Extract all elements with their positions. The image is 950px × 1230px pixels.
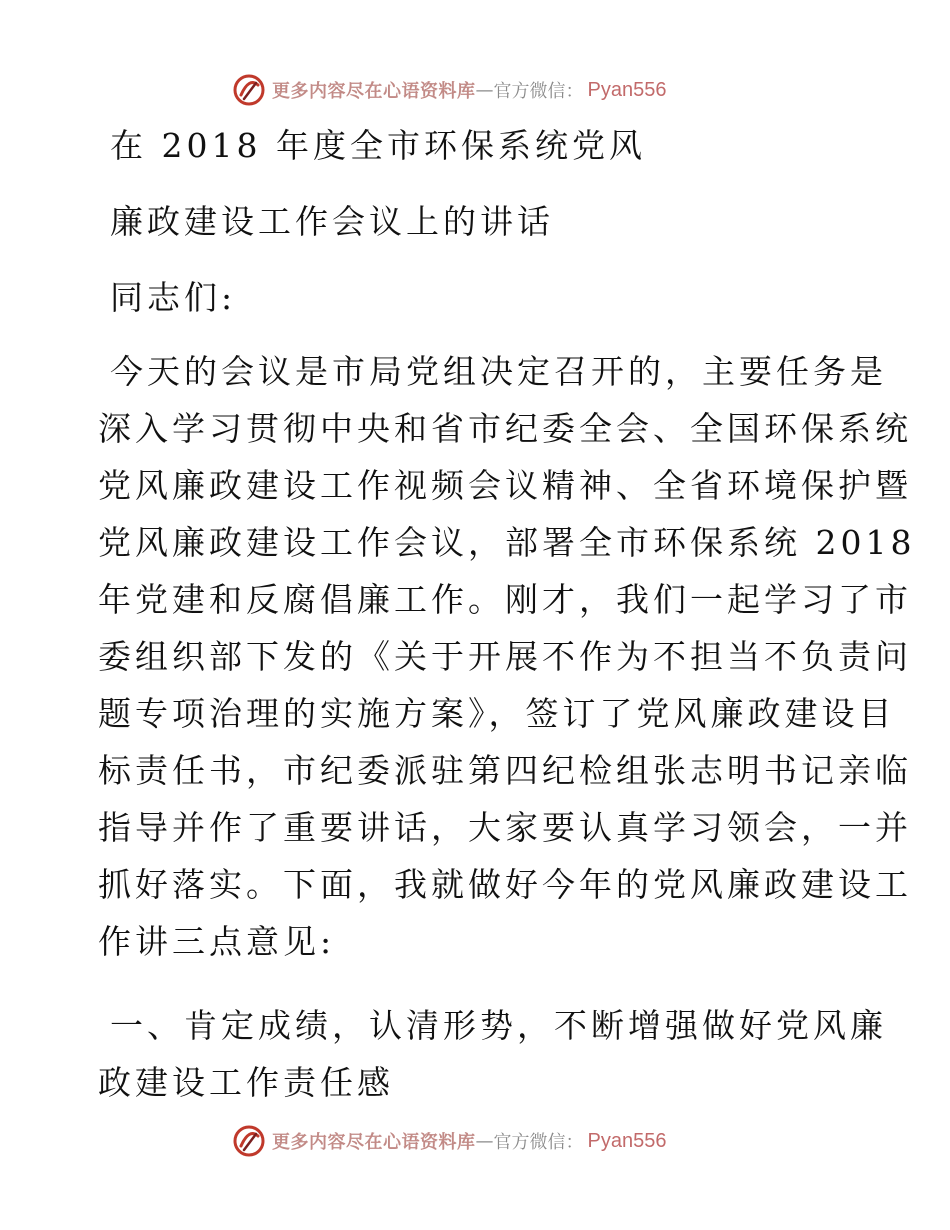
watermark-account: Pyan556: [587, 1129, 667, 1152]
paragraph-line-5: 年党建和反腐倡廉工作。刚才，我们一起学习了市: [98, 580, 912, 619]
paragraph-line-9: 指导并作了重要讲话，大家要认真学习领会，一并: [98, 808, 912, 847]
watermark-account: Pyan556: [587, 78, 667, 101]
watermark-label: 官方微信：: [493, 1132, 584, 1153]
watermark-label: 官方微信：: [493, 81, 584, 102]
paragraph-line-10: 抓好落实。下面，我就做好今年的党风廉政建设工: [98, 865, 912, 904]
watermark-brand-text: 更多内容尽在心语资料库: [272, 81, 476, 102]
footer-watermark: [232, 1121, 752, 1161]
watermark-brand-text: 更多内容尽在心语资料库: [272, 1132, 476, 1153]
paragraph-line-4: 党风廉政建设工作会议，部署全市环保系统 2018: [98, 523, 916, 562]
paragraph-line-3: 党风廉政建设工作视频会议精神、全省环境保护暨: [98, 466, 912, 505]
paragraph-line-6: 委组织部下发的《关于开展不作为不担当不负责问: [98, 637, 912, 676]
paragraph-line-11: 作讲三点意见:: [98, 922, 336, 961]
title-line-1: 在 2018 年度全市环保系统党风: [110, 126, 646, 165]
watermark-separator: —: [475, 1130, 494, 1152]
section-heading-line-2: 政建设工作责任感: [98, 1063, 394, 1102]
paragraph-line-1: 今天的会议是市局党组决定召开的，主要任务是: [110, 352, 887, 391]
paragraph-line-2: 深入学习贯彻中央和省市纪委全会、全国环保系统: [98, 409, 912, 448]
paragraph-line-7: 题专项治理的实施方案》，签订了党风廉政建设目: [98, 694, 896, 733]
title-line-2: 廉政建设工作会议上的讲话: [110, 202, 554, 241]
brand-logo-icon: [232, 73, 266, 107]
header-watermark: [232, 70, 752, 110]
salutation: 同志们:: [110, 278, 237, 317]
paragraph-line-8: 标责任书，市纪委派驻第四纪检组张志明书记亲临: [98, 751, 912, 790]
brand-logo-icon: [232, 1124, 266, 1158]
watermark-separator: —: [475, 79, 494, 101]
section-heading-line-1: 一、肯定成绩，认清形势，不断增强做好党风廉: [110, 1006, 887, 1045]
